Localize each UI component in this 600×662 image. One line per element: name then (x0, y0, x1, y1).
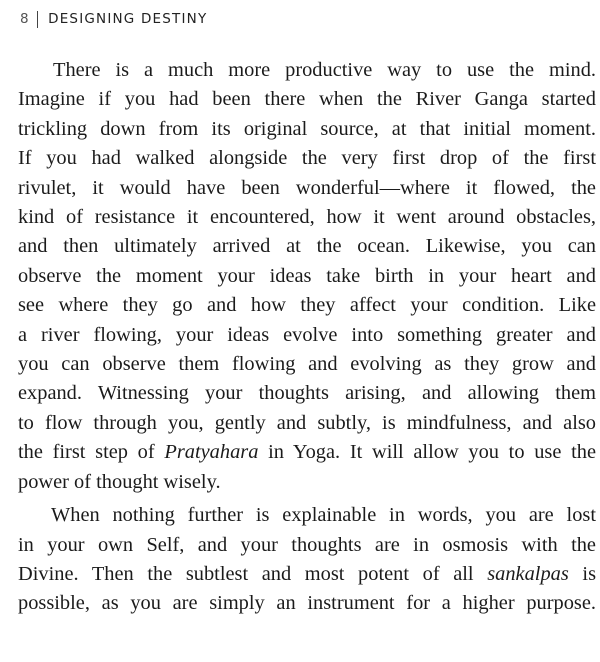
text-line (18, 438, 596, 467)
text-run: the first step of (18, 441, 165, 464)
text-line: When nothing further is explainable in words, you are lost (51, 504, 596, 527)
text-line: kind of resistance it encountered, how it went around obstacles, (18, 206, 596, 229)
text-line: and then ultimately arrived at the ocean. Likewise, you can (18, 235, 596, 258)
text-line: rivulet, it would have been wonderful—where it flowed, the (18, 176, 596, 199)
header-divider (37, 11, 38, 28)
text-line: see where they go and how they affect your condition. Like (18, 294, 596, 317)
text-run: in Yoga. It will allow you to use the (258, 441, 596, 464)
book-title: DESIGNING DESTINY (48, 11, 208, 27)
italic-term: Pratyahara (164, 441, 259, 464)
text-line: expand. Witnessing your thoughts arising, and allowing them (18, 382, 596, 405)
text-run: Divine. Then the subtlest and most potent of all (18, 562, 488, 585)
text-line: a river flowing, your ideas evolve into something greater and (18, 323, 596, 346)
text-line: trickling down from its original source, at that initial moment. (18, 117, 596, 140)
body-text (18, 56, 596, 619)
text-line: observe the moment your ideas take birth in your heart and (18, 264, 596, 287)
text-line: There is a much more productive way to use the mind. (53, 59, 596, 81)
text-line: power of thought wisely. (18, 470, 221, 493)
text-line: in your own Self, and your thoughts are in osmosis with the (18, 533, 596, 556)
page-number: 8 (20, 11, 30, 27)
text-line: you can observe them flowing and evolving as they grow and (18, 353, 596, 376)
paragraph-2 (18, 501, 596, 619)
italic-term: sankalpas (487, 562, 569, 585)
text-line (18, 560, 596, 589)
paragraph-1 (18, 56, 596, 497)
text-line: Imagine if you had been there when the River Ganga started (18, 88, 596, 111)
text-run: is (568, 562, 597, 585)
running-head (20, 8, 207, 30)
text-line: If you had walked alongside the very first drop of the first (18, 147, 596, 170)
text-line: to flow through you, gently and subtly, is mindfulness, and also (18, 411, 596, 434)
text-line: possible, as you are simply an instrument for a higher purpose. (18, 592, 596, 615)
